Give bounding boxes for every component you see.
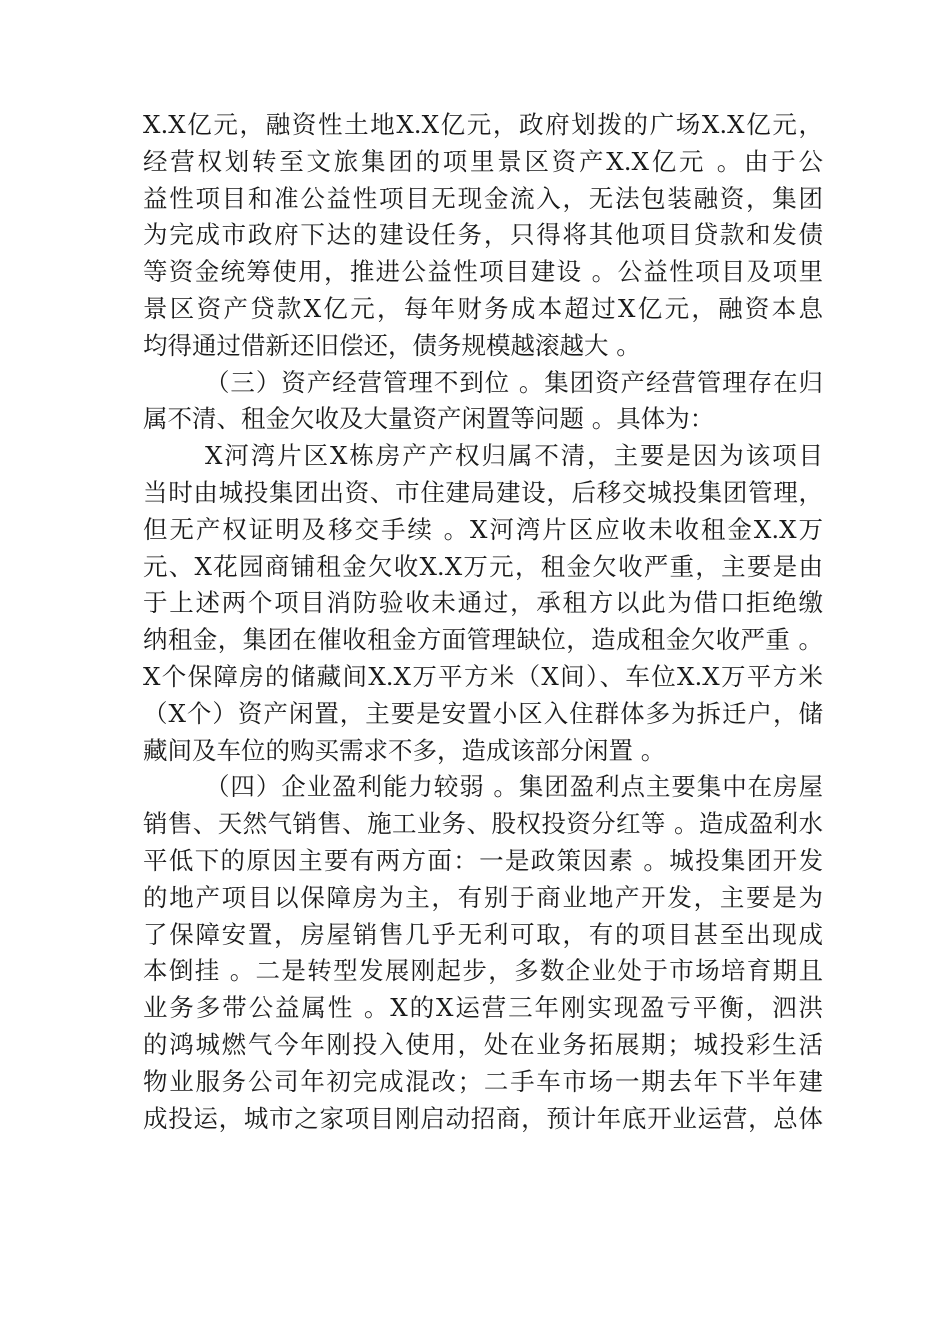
text-line: （X个）资产闲置，主要是安置小区入住群体多为拆迁户，储 <box>143 698 823 728</box>
text-line: 属不清、租金欠收及大量资产闲置等问题 。具体为： <box>143 404 715 434</box>
text-line: 的地产项目以保障房为主，有别于商业地产开发，主要是为 <box>143 882 823 912</box>
text-line: 的鸿城燃气今年刚投入使用，处在业务拓展期；城投彩生活 <box>143 1029 823 1059</box>
text-line: 但无产权证明及移交手续 。X河湾片区应收未收租金X.X万 <box>143 514 823 544</box>
text-line: 业务多带公益属性 。X的X运营三年刚实现盈亏平衡，泗洪 <box>143 993 823 1023</box>
text-line: （三）资产经营管理不到位 。集团资产经营管理存在归 <box>205 367 823 397</box>
document-body <box>143 107 823 1137</box>
text-line: 元、X花园商铺租金欠收X.X万元，租金欠收严重，主要是由 <box>143 551 823 581</box>
text-line: 当时由城投集团出资、市住建局建设，后移交城投集团管理， <box>143 477 823 507</box>
text-line: 销售、天然气销售、施工业务、股权投资分红等 。造成盈利水 <box>143 809 823 839</box>
text-line: 于上述两个项目消防验收未通过，承租方以此为借口拒绝缴 <box>143 588 823 618</box>
text-line: 等资金统筹使用，推进公益性项目建设 。公益性项目及项里 <box>143 257 823 287</box>
text-line: 为完成市政府下达的建设任务，只得将其他项目贷款和发债 <box>143 220 823 250</box>
text-line: 益性项目和准公益性项目无现金流入，无法包装融资，集团 <box>143 183 823 213</box>
text-line: X.X亿元，融资性土地X.X亿元，政府划拨的广场X.X亿元， <box>143 110 823 139</box>
text-line: 景区资产贷款X亿元，每年财务成本超过X亿元，融资本息 <box>143 293 823 323</box>
text-line: 藏间及车位的购买需求不多，造成该部分闲置 。 <box>143 735 666 765</box>
text-line: 本倒挂 。二是转型发展刚起步，多数企业处于市场培育期且 <box>143 956 823 986</box>
text-line: X个保障房的储藏间X.X万平方米（X间）、车位X.X万平方米 <box>143 661 823 691</box>
text-line: 平低下的原因主要有两方面：一是政策因素 。城投集团开发 <box>143 845 823 875</box>
text-line: 均得通过借新还旧偿还，债务规模越滚越大 。 <box>143 330 641 360</box>
text-line: （四）企业盈利能力较弱 。集团盈利点主要集中在房屋 <box>205 772 823 802</box>
text-line: 了保障安置，房屋销售几乎无利可取，有的项目甚至出现成 <box>143 919 823 949</box>
text-line: 经营权划转至文旅集团的项里景区资产X.X亿元 。由于公 <box>143 146 823 176</box>
text-line: 物业服务公司年初完成混改；二手车市场一期去年下半年建 <box>143 1066 823 1096</box>
text-line: 成投运，城市之家项目刚启动招商，预计年底开业运营，总体 <box>143 1103 823 1133</box>
text-line: X河湾片区X栋房产产权归属不清，主要是因为该项目 <box>205 441 823 471</box>
text-line: 纳租金，集团在催收租金方面管理缺位，造成租金欠收严重 。 <box>143 625 823 655</box>
